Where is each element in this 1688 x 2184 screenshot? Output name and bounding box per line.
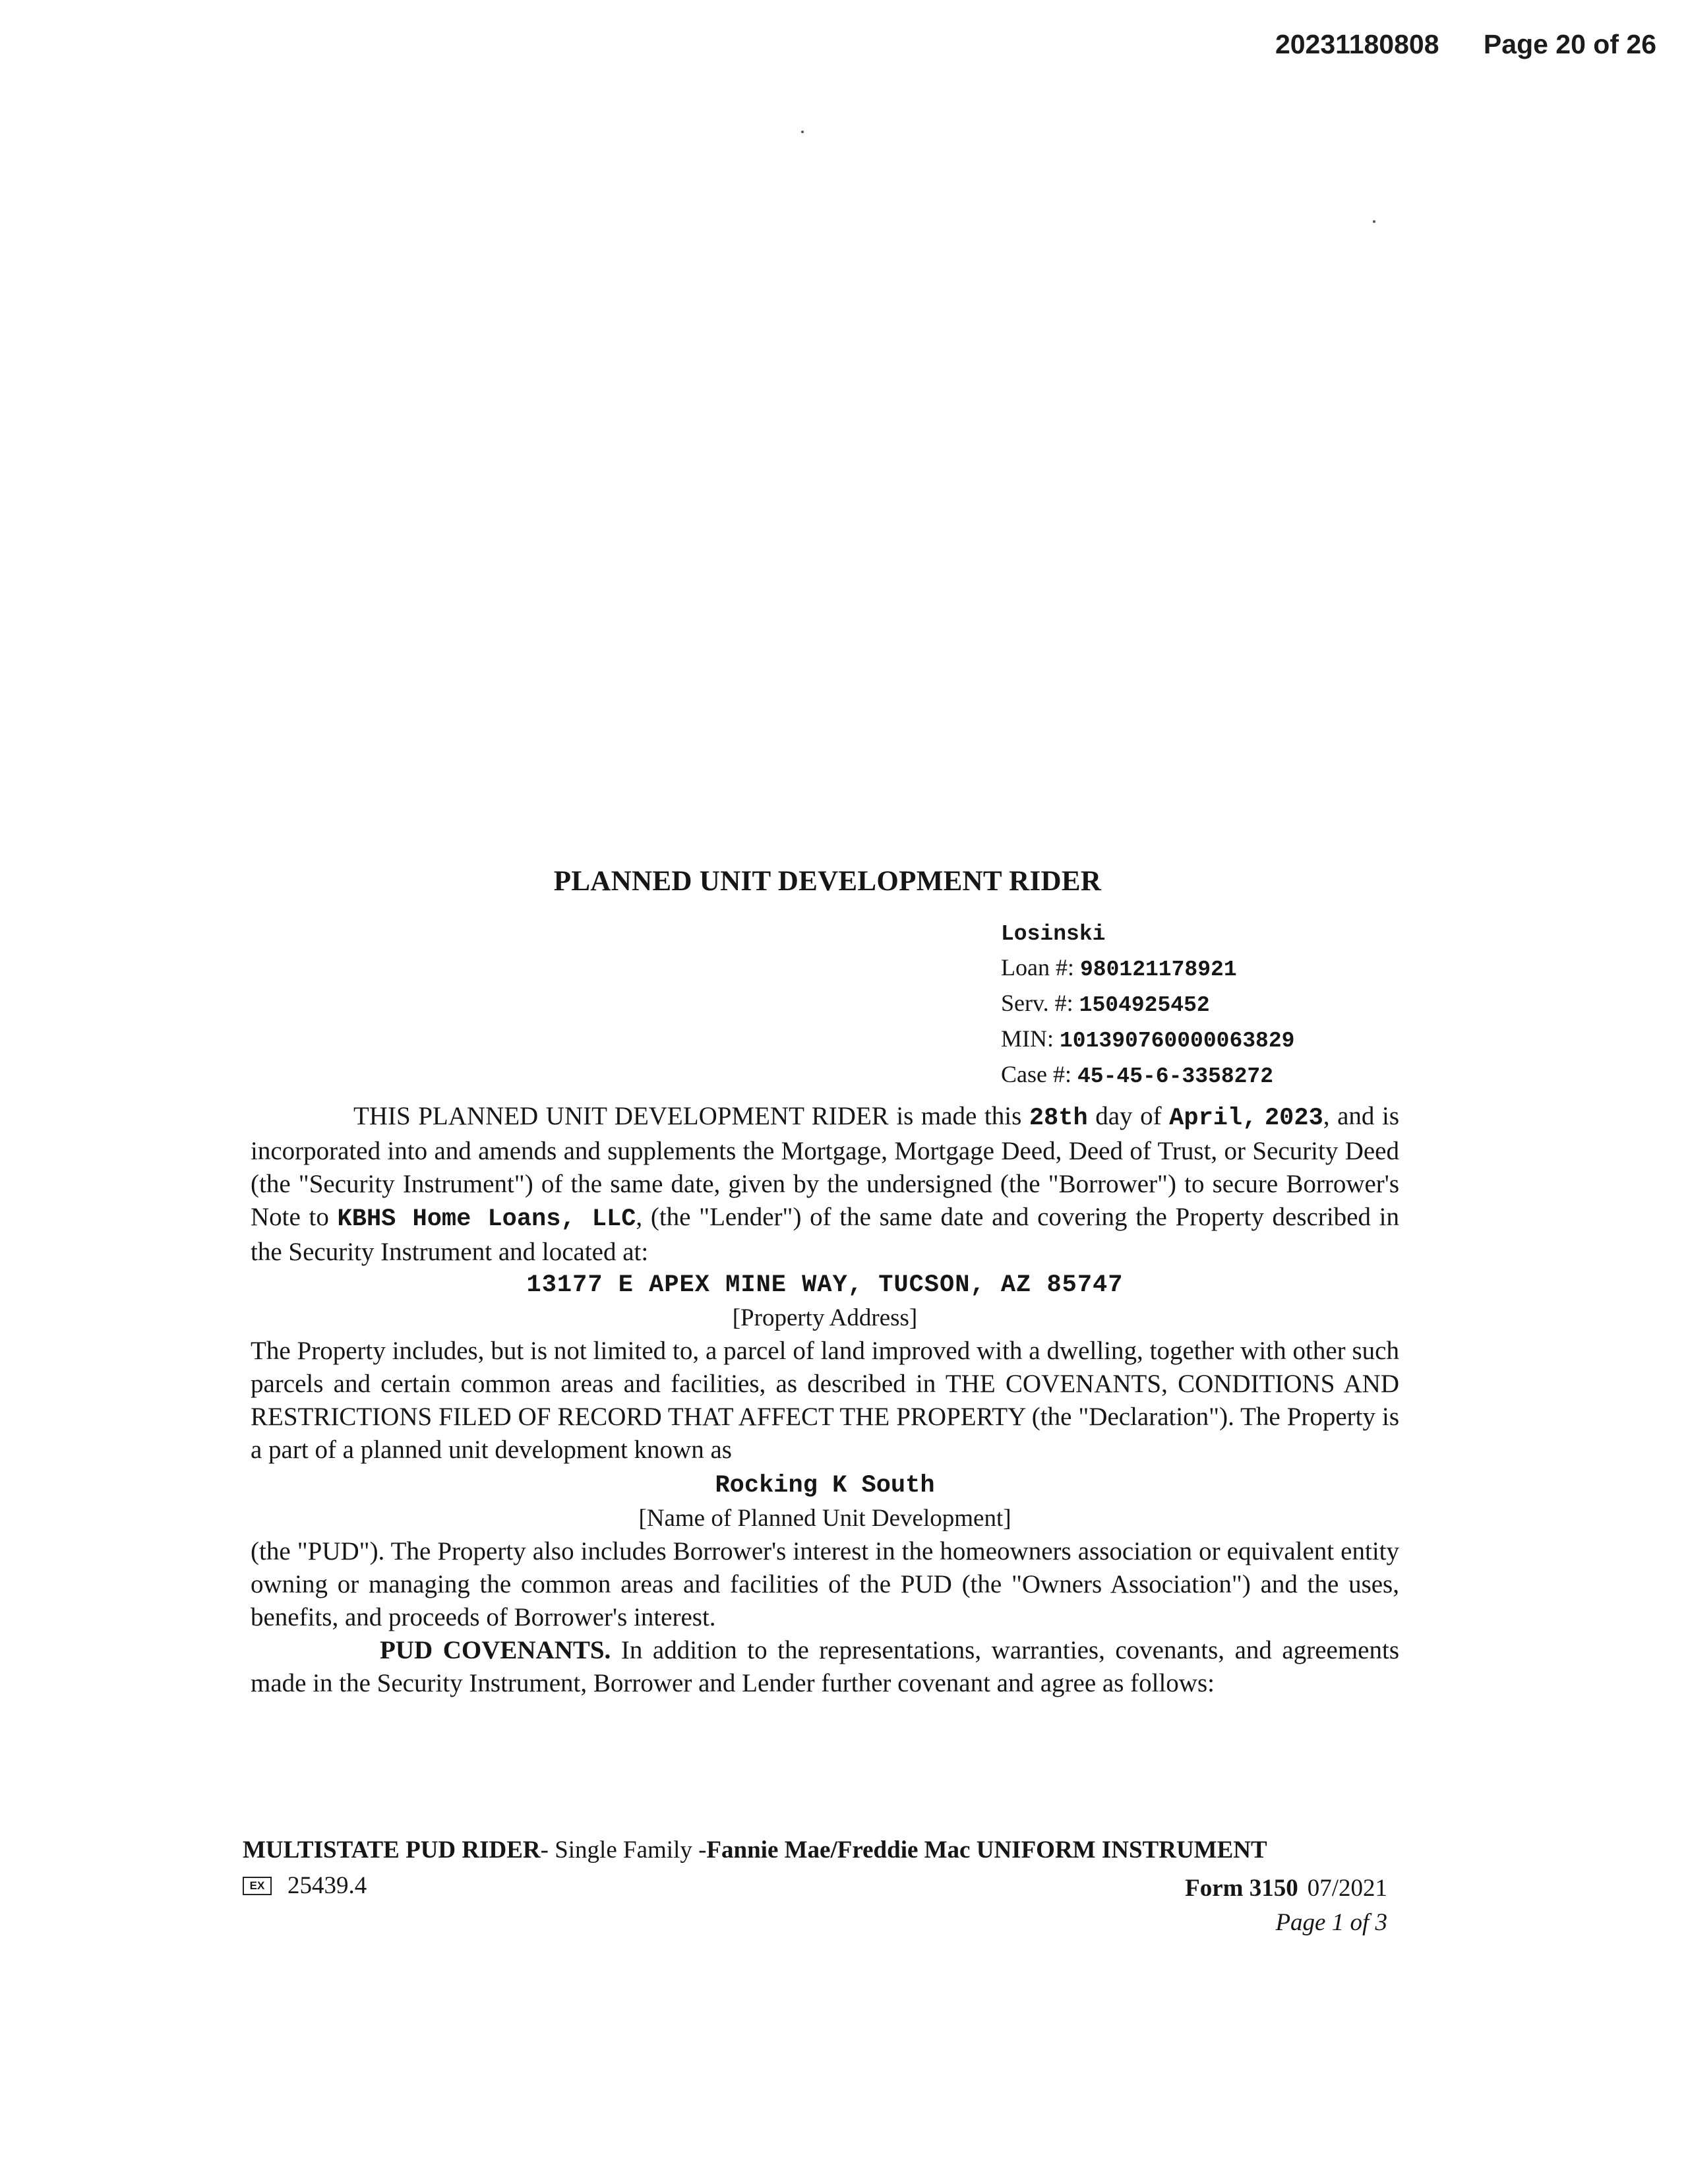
document-body (251, 1100, 1399, 1700)
serv-number-row (1001, 986, 1294, 1022)
page-count: Page 20 of 26 (1483, 29, 1656, 59)
covenants-paragraph (251, 1634, 1399, 1700)
footer-doc-code (243, 1871, 367, 1900)
loan-number-label: Loan #: (1001, 954, 1074, 981)
loan-number-row (1001, 951, 1294, 986)
ellie-mae-logo-icon: EX (243, 1877, 272, 1895)
form-page-of: Page 1 of 3 (1275, 1909, 1387, 1936)
scan-speck (801, 131, 804, 133)
case-number-value: 45-45-6-3358272 (1077, 1064, 1274, 1089)
serv-number-value: 1504925452 (1079, 993, 1210, 1017)
recording-header (1275, 29, 1656, 60)
rider-year: 2023 (1264, 1105, 1323, 1132)
property-address-caption: [Property Address] (732, 1304, 918, 1331)
form-number: Form 3150 (1185, 1875, 1298, 1902)
min-row (1001, 1022, 1294, 1058)
intro-text-4: , (the "Lender") of the same date and covering the Property described in the Security Instrument and located at: (251, 1203, 1399, 1266)
covenants-heading: PUD COVENANTS. (380, 1636, 611, 1664)
doc-code: 25439.4 (287, 1872, 367, 1899)
pud-paragraph: (the "PUD"). The Property also includes Borrower's interest in the homeowners association or equivalent entity owning or managing the common areas and facilities of the PUD (the "Owners Association") and the uses, benefits, and proceeds of Borrower's interest. (251, 1537, 1399, 1631)
footer-title-part-1: MULTISTATE PUD RIDER (243, 1836, 541, 1864)
min-label: MIN: (1001, 1025, 1054, 1052)
rider-day: 28th (1029, 1105, 1088, 1132)
borrower-name: Losinski (1001, 922, 1106, 946)
property-address: 13177 E APEX MINE WAY, TUCSON, AZ 85747 (526, 1271, 1124, 1299)
recording-number: 20231180808 (1275, 29, 1439, 59)
covenants-text: In addition to the representations, warranties, covenants, and agreements made in the Security Instrument, Borrower and Lender further covenant and agree as follows: (251, 1636, 1400, 1697)
footer-title-part-2: - Single Family - (540, 1836, 707, 1864)
min-value: 101390760000063829 (1060, 1029, 1295, 1053)
form-date: 07/2021 (1307, 1875, 1387, 1902)
loan-info-block (1001, 918, 1294, 1093)
property-includes-paragraph: The Property includes, but is not limited to, a parcel of land improved with a dwelling, together with other such parcels and certain common areas and facilities, as described in THE COVENANTS, CONDITIONS AND RESTRICTIONS FILED OF RECORD THAT AFFECT THE PROPERTY (the "Declaration"). The Property is a part of a planned unit development known as (251, 1337, 1399, 1464)
intro-text-1: THIS PLANNED UNIT DEVELOPMENT RIDER is made this (353, 1102, 1022, 1130)
intro-text-3: , and is incorporated into and amends and supplements the Mortgage, Mortgage Deed, Deed of Trust, or Security Deed (the "Security Instrument") of the same date, given by the undersigned (the "Borrower") to secure Borrower's Note to (251, 1102, 1399, 1231)
form-footer-title (243, 1836, 1267, 1864)
pud-name: Rocking K South (715, 1472, 935, 1500)
footer-form-info (1185, 1871, 1387, 1940)
pud-name-caption: [Name of Planned Unit Development] (638, 1505, 1011, 1532)
case-number-label: Case #: (1001, 1061, 1071, 1087)
intro-text-2: day of (1095, 1102, 1162, 1130)
serv-number-label: Serv. #: (1001, 990, 1073, 1016)
case-number-row (1001, 1058, 1294, 1093)
intro-paragraph (251, 1100, 1399, 1269)
scan-speck (1373, 220, 1375, 223)
rider-month: April, (1169, 1105, 1257, 1132)
loan-number-value: 980121178921 (1079, 957, 1237, 982)
lender-name: KBHS Home Loans, LLC (337, 1205, 636, 1233)
footer-title-part-3: Fannie Mae/Freddie Mac UNIFORM INSTRUMENT (706, 1836, 1267, 1864)
document-title: PLANNED UNIT DEVELOPMENT RIDER (553, 866, 1102, 897)
